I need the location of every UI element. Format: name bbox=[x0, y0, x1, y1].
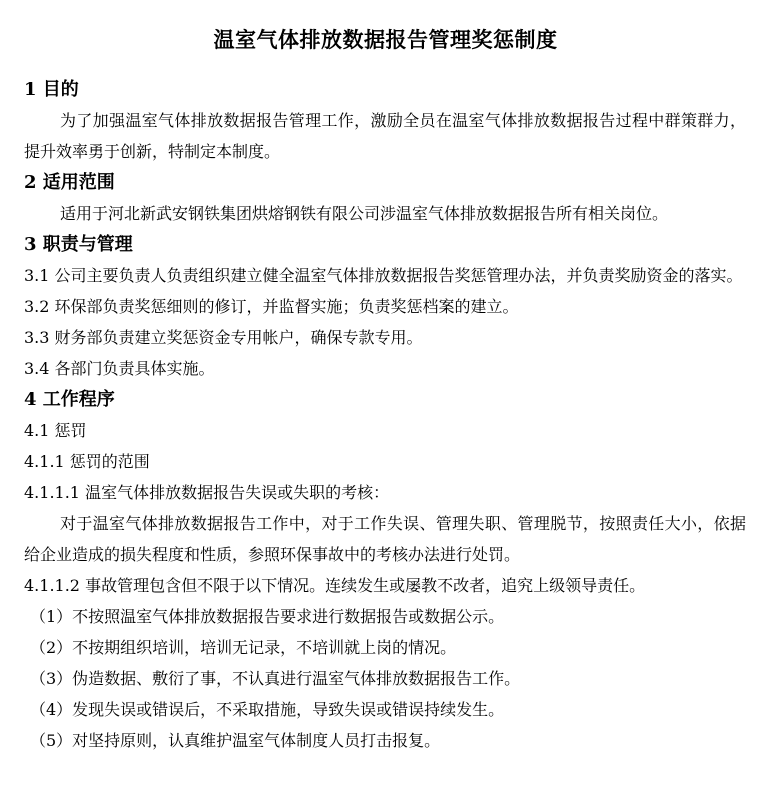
clause-3-2: 3.2 环保部负责奖惩细则的修订，并监督实施；负责奖惩档案的建立。 bbox=[24, 297, 519, 316]
clause-4-1-1-1: 4.1.1.1 温室气体排放数据报告失误或失职的考核： bbox=[24, 483, 390, 502]
clause-3-4: 3.4 各部门负责具体实施。 bbox=[24, 359, 215, 378]
list-item: （1）不按照温室气体排放数据报告要求进行数据报告或数据公示。 bbox=[30, 607, 505, 626]
paragraph-scope: 适用于河北新武安钢铁集团烘熔钢铁有限公司涉温室气体排放数据报告所有相关岗位。 bbox=[60, 204, 669, 223]
paragraph-4-1-1-1: 对于温室气体排放数据报告工作中，对于工作失误、管理失职、管理脱节，按照责任大小，依据给企业造成的损失程度和性质，参照环保事故中的考核办法进行处罚。 bbox=[24, 514, 746, 564]
document-title: 温室气体排放数据报告管理奖惩制度 bbox=[213, 27, 558, 52]
list-item: （4）发现失误或错误后，不采取措施，导致失误或错误持续发生。 bbox=[30, 700, 505, 719]
list-item: （5）对坚持原则，认真维护温室气体制度人员打击报复。 bbox=[30, 731, 441, 750]
document-body bbox=[24, 74, 746, 756]
clause-4-1: 4.1 惩罚 bbox=[24, 421, 87, 440]
clause-4-1-1-2: 4.1.1.2 事故管理包含但不限于以下情况。连续发生或屡教不改者，追究上级领导责任。 bbox=[24, 576, 646, 595]
section-heading-procedure: 4 工作程序 bbox=[24, 389, 115, 410]
clause-3-1: 3.1 公司主要负责人负责组织建立健全温室气体排放数据报告奖惩管理办法，并负责奖励资金的落实。 bbox=[24, 266, 743, 285]
section-heading-scope: 2 适用范围 bbox=[24, 172, 115, 193]
list-item: （3）伪造数据、敷衍了事，不认真进行温室气体排放数据报告工作。 bbox=[30, 669, 521, 688]
clause-4-1-1: 4.1.1 惩罚的范围 bbox=[24, 452, 150, 471]
list-item: （2）不按期组织培训，培训无记录，不培训就上岗的情况。 bbox=[30, 638, 457, 657]
clause-3-3: 3.3 财务部负责建立奖惩资金专用帐户，确保专款专用。 bbox=[24, 328, 423, 347]
paragraph-purpose: 为了加强温室气体排放数据报告管理工作，激励全员在温室气体排放数据报告过程中群策群力，提升效率勇于创新，特制定本制度。 bbox=[24, 111, 746, 161]
section-heading-responsibilities: 3 职责与管理 bbox=[24, 234, 133, 255]
section-heading-purpose: 1 目的 bbox=[24, 79, 79, 100]
